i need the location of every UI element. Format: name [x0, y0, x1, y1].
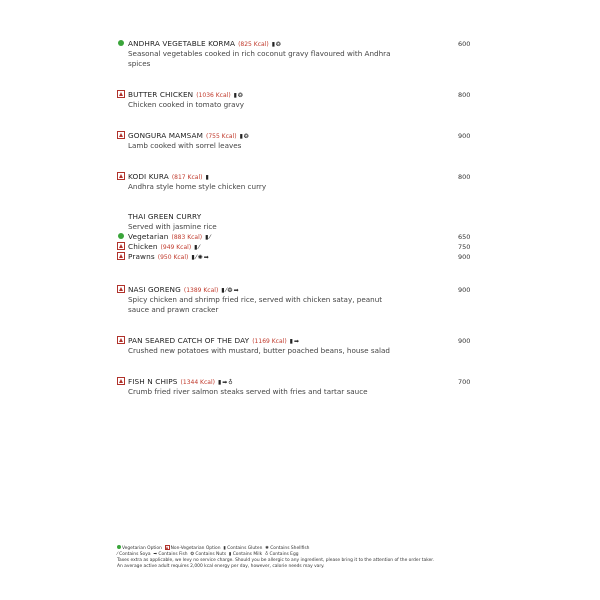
- allergen-icons: ▮: [205, 174, 210, 181]
- allergen-icons: ▮❂: [233, 92, 244, 99]
- menu-item: [117, 172, 477, 192]
- option-kcal: (883 Kcal): [171, 234, 203, 241]
- dish-option: [117, 252, 477, 262]
- allergen-icons: ▮⁄: [205, 234, 212, 241]
- dish-name: THAI GREEN CURRY: [128, 212, 202, 221]
- menu-item: [117, 131, 477, 151]
- dish-option: [117, 232, 477, 242]
- legend-nuts: ❂ Contains Nuts: [190, 552, 227, 557]
- non-vegetarian-icon: [117, 172, 125, 180]
- allergen-icons: ▮➡: [289, 338, 300, 345]
- menu-item-header: [117, 90, 477, 100]
- dish-kcal: (1389 Kcal): [183, 287, 219, 294]
- dish-kcal: (825 Kcal): [238, 41, 269, 48]
- dish-kcal: (1344 Kcal): [180, 379, 215, 386]
- option-name: Prawns: [128, 252, 155, 261]
- option-price: 650: [458, 233, 471, 241]
- menu-item-header: [117, 377, 477, 387]
- menu-item-header: [117, 212, 477, 222]
- vegetarian-icon: [117, 545, 121, 549]
- non-vegetarian-icon: [117, 252, 125, 260]
- option-name: Vegetarian: [128, 232, 169, 241]
- dish-description: Crushed new potatoes with mustard, butter poached beans, house salad: [128, 346, 390, 355]
- menu-item-header: [117, 131, 477, 141]
- legend-gluten: ▮ Contains Gluten: [223, 546, 263, 551]
- non-vegetarian-icon: [117, 131, 125, 139]
- dish-kcal: (817 Kcal): [171, 174, 203, 181]
- dish-kcal: (755 Kcal): [205, 133, 237, 140]
- legend-milk: ▮ Contains Milk: [228, 552, 263, 557]
- option-price: 750: [458, 243, 471, 251]
- allergen-icons: ▮⁄✺➡: [191, 254, 210, 261]
- menu-item-header: [117, 172, 477, 182]
- dish-price: 900: [458, 286, 471, 294]
- dish-name: GONGURA MAMSAM: [128, 131, 203, 140]
- dish-price: 900: [458, 337, 471, 345]
- dish-description: Lamb cooked with sorrel leaves: [128, 141, 242, 150]
- dish-kcal: (1036 Kcal): [196, 92, 231, 99]
- menu-item: [117, 212, 477, 262]
- legend-row-1: [117, 545, 457, 552]
- dish-price: 800: [458, 173, 471, 181]
- dish-name: KODI KURA: [128, 172, 169, 181]
- menu-item-header: [117, 285, 477, 295]
- allergen-icons: ▮⁄: [194, 244, 201, 251]
- menu-item: [117, 39, 477, 69]
- non-vegetarian-icon: [165, 545, 170, 550]
- dish-description: Spicy chicken and shrimp fried rice, served with chicken satay, peanut sauce and prawn cracker: [128, 295, 383, 314]
- option-price: 900: [458, 253, 471, 261]
- dish-description: Crumb fried river salmon steaks served with fries and tartar sauce: [128, 387, 368, 396]
- dish-option: [117, 242, 477, 252]
- menu-item: [117, 377, 477, 397]
- allergen-icons: ▮⁄❂➡: [221, 287, 240, 294]
- dish-name: NASI GORENG: [128, 285, 181, 294]
- dish-description: Andhra style home style chicken curry: [128, 182, 267, 191]
- dish-name: BUTTER CHICKEN: [128, 90, 194, 99]
- legend-fish: ➡ Contains Fish: [153, 552, 188, 557]
- dish-name: PAN SEARED CATCH OF THE DAY: [128, 336, 250, 345]
- vegetarian-icon: [118, 233, 124, 239]
- legend-shellfish: ✺ Contains Shellfish: [265, 546, 310, 551]
- dish-price: 800: [458, 91, 471, 99]
- legend-veg: Vegetarian Option: [122, 546, 162, 551]
- non-vegetarian-icon: [117, 242, 125, 250]
- non-vegetarian-icon: [117, 336, 125, 344]
- menu-item-header: [117, 39, 477, 49]
- non-vegetarian-icon: [117, 285, 125, 293]
- dish-kcal: (1169 Kcal): [252, 338, 287, 345]
- allergen-icons: ▮➡♁: [217, 379, 234, 386]
- legend-soya: ⁄ Contains Soya: [117, 552, 151, 557]
- non-vegetarian-icon: [117, 90, 125, 98]
- option-kcal: (949 Kcal): [160, 244, 192, 251]
- allergen-icons: ▮❂: [239, 133, 250, 140]
- dish-description: Seasonal vegetables cooked in rich coconut gravy flavoured with Andhra spices: [128, 49, 391, 68]
- menu-item: [117, 285, 477, 315]
- vegetarian-icon: [118, 40, 124, 46]
- dish-price: 700: [458, 378, 471, 386]
- allergen-icons: ▮❂: [271, 41, 283, 48]
- non-vegetarian-icon: [117, 377, 125, 385]
- legend-note-tax: Taxes extra as applicable, we levy no service charge. Should you be allergic to any ingredient, please bring it to the attention of the order taker.: [117, 558, 435, 563]
- menu-item: [117, 90, 477, 110]
- dish-name: ANDHRA VEGETABLE KORMA: [128, 39, 236, 48]
- dish-description: Chicken cooked in tomato gravy: [128, 100, 244, 109]
- legend-egg: ♁ Contains Egg: [264, 552, 299, 557]
- dish-name: FISH N CHIPS: [128, 377, 178, 386]
- menu-legend: [117, 545, 457, 570]
- dish-price: 900: [458, 132, 471, 140]
- legend-nonveg: Non-Vegetarian Option: [170, 546, 221, 551]
- legend-note-energy: An average active adult requires 2,000 kcal energy per day, however, calorie needs may vary.: [117, 564, 325, 569]
- option-name: Chicken: [128, 242, 158, 251]
- dish-price: 600: [458, 40, 471, 48]
- option-kcal: (950 Kcal): [157, 254, 189, 261]
- menu-item-header: [117, 336, 477, 346]
- dish-description: Served with jasmine rice: [128, 222, 217, 231]
- menu-item: [117, 336, 477, 356]
